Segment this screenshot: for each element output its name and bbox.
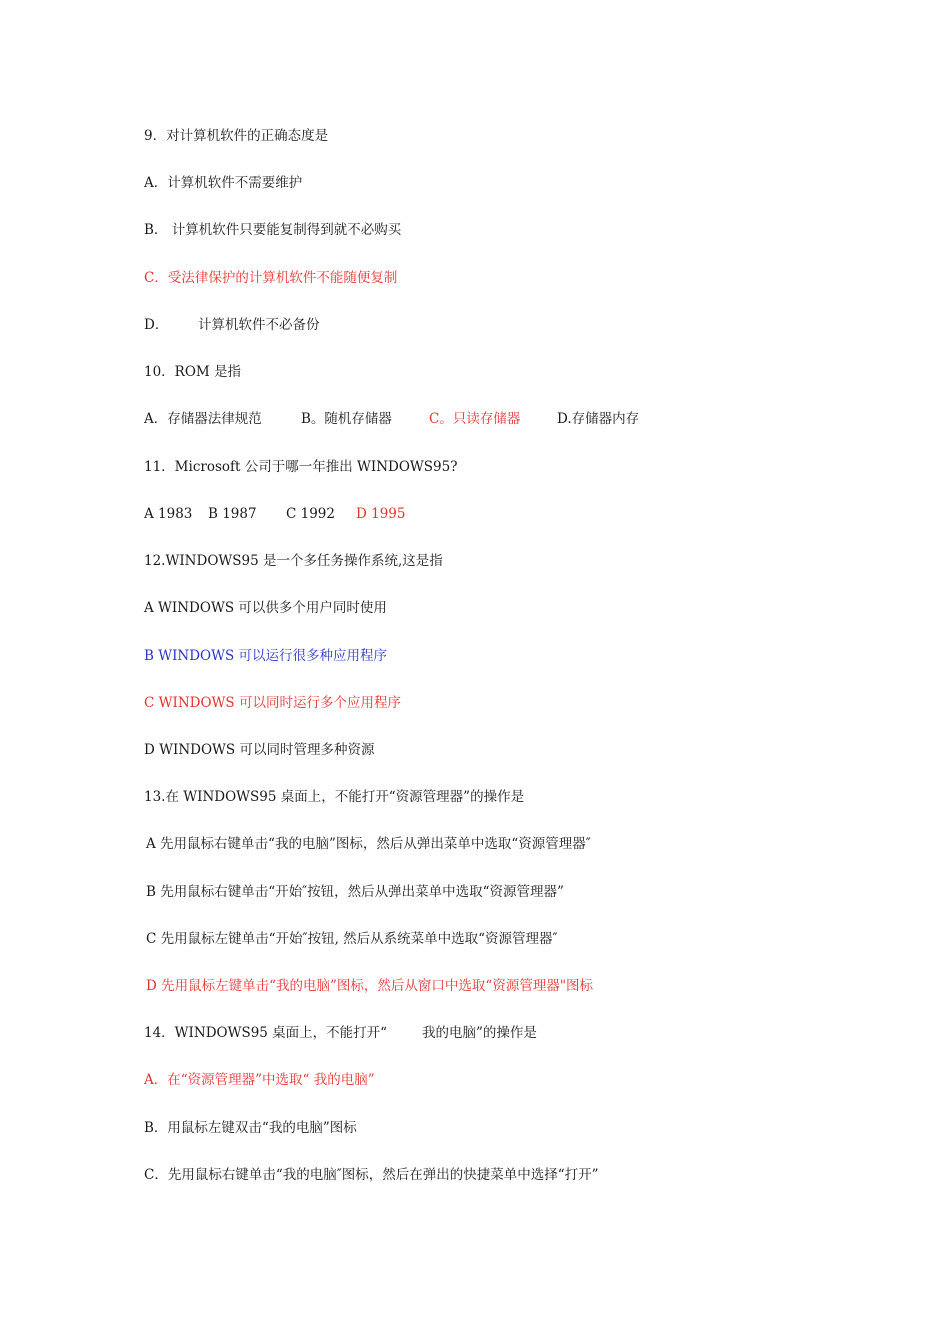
q12-stem: 12.WINDOWS95 是一个多任务操作系统,这是指 [144, 553, 443, 569]
q13-option-a: A 先用鼠标右键单击“我的电脑”图标，然后从弹出菜单中选取“资源管理器″ [146, 836, 591, 852]
q9-option-c-answer: C．受法律保护的计算机软件不能随便复制 [144, 270, 398, 286]
q11-options [144, 504, 405, 524]
q13-option-d-answer: D 先用鼠标左键单击“我的电脑”图标，然后从窗口中选取“资源管理器"图标 [146, 978, 594, 994]
q9-option-b: B． 计算机软件只要能复制得到就不必购买 [144, 222, 402, 238]
q14-stem-part1: 14．WINDOWS95 桌面上，不能打开“ [144, 1025, 388, 1041]
q10-stem: 10．ROM 是指 [144, 364, 242, 380]
q14-stem-part2: 我的电脑”的操作是 [422, 1025, 537, 1041]
q12-option-d: D WINDOWS 可以同时管理多种资源 [144, 742, 375, 758]
q10-option-a: A．存储器法律规范 [144, 411, 262, 427]
q13-option-c: C 先用鼠标左键单击“开始″按钮, 然后从系统菜单中选取“资源管理器″ [146, 931, 558, 947]
q10-option-b: B。随机存储器 [301, 411, 392, 427]
q9-option-d-text: 计算机软件不必备份 [198, 317, 320, 333]
q13-stem: 13.在 WINDOWS95 桌面上，不能打开“资源管理器”的操作是 [144, 789, 525, 805]
q11-option-c: C 1992 [286, 506, 335, 522]
q11-option-d-answer: D 1995 [356, 506, 406, 522]
q14-option-c: C．先用鼠标右键单击“我的电脑″图标，然后在弹出的快捷菜单中选择“打开” [144, 1167, 599, 1183]
q11-stem: 11．Microsoft 公司于哪一年推出 WINDOWS95? [144, 459, 458, 475]
q10-option-c-answer: C。只读存储器 [429, 411, 521, 427]
q10-option-d: D.存储器内存 [557, 411, 640, 427]
q9-option-d [144, 315, 320, 335]
q10-options [144, 409, 639, 429]
q12-option-b: B WINDOWS 可以运行很多种应用程序 [144, 648, 388, 664]
q14-option-b: B．用鼠标左键双击“我的电脑”图标 [144, 1120, 357, 1136]
q11-option-b: B 1987 [208, 506, 257, 522]
q9-option-a: A．计算机软件不需要维护 [144, 175, 303, 191]
q12-option-a: A WINDOWS 可以供多个用户同时使用 [144, 600, 387, 616]
q9-stem: 9．对计算机软件的正确态度是 [144, 128, 329, 144]
q12-option-c-answer: C WINDOWS 可以同时运行多个应用程序 [144, 695, 401, 711]
q11-option-a: A 1983 [144, 506, 193, 522]
q9-option-d-prefix: D． [144, 317, 169, 333]
q14-stem [144, 1023, 537, 1043]
q14-option-a-answer: A．在“资源管理器”中选取“ 我的电脑” [144, 1072, 375, 1088]
q13-option-b: B 先用鼠标右键单击“开始″按钮，然后从弹出菜单中选取“资源管理器” [146, 884, 564, 900]
